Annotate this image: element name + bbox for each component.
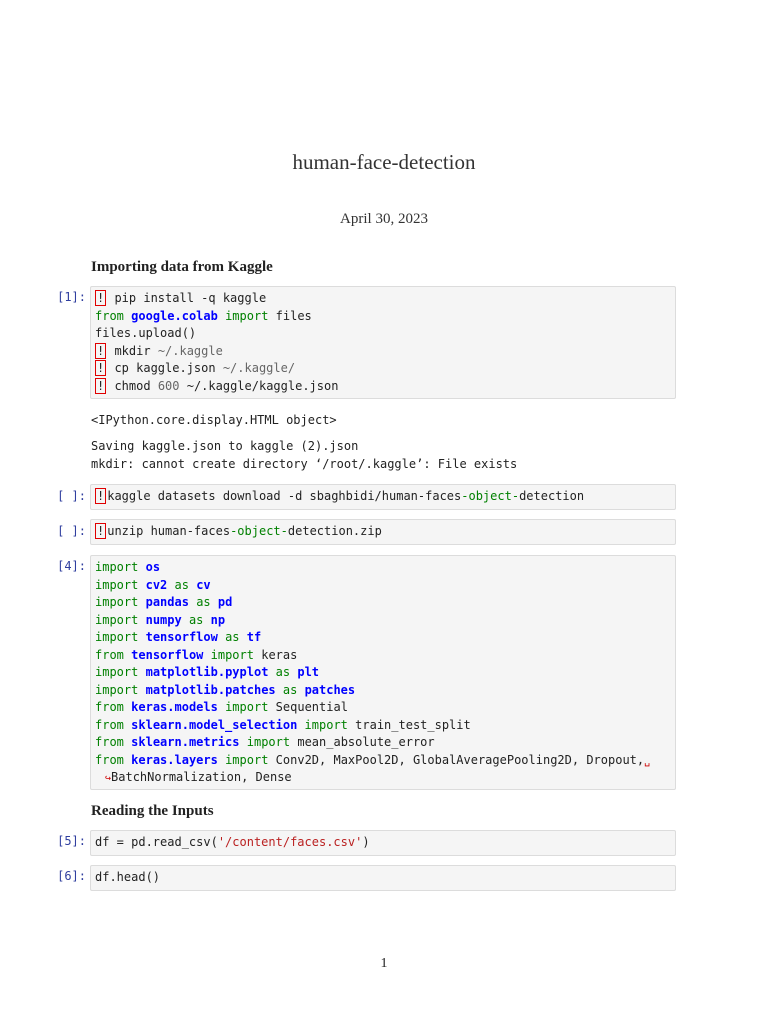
cell-4-prompt: [4]: [57,559,86,573]
code-cell-6[interactable] [90,865,676,891]
section-heading-importing: Importing data from Kaggle [91,259,273,275]
shell-bang: ! [97,361,105,375]
code-line: from keras.models import Sequential [95,700,348,714]
code-line: ! kaggle datasets download -d sbaghbidi/human-faces-object-detection [97,489,585,503]
code-line: ! chmod 600 ~/.kaggle/kaggle.json [97,378,339,393]
cell-5-prompt: [5]: [57,834,86,848]
code-line: df = pd.read_csv('/content/faces.csv') [95,835,370,849]
code-line: import pandas as pd [95,595,233,609]
wrap-arrow-icon: ↪ [105,773,112,784]
shell-bang: ! [97,343,105,358]
wrap-marker-icon: ␣ [644,755,651,767]
code-line: ! unzip human-faces-object-detection.zip [97,524,382,538]
cell-1-prompt: [1]: [57,290,86,304]
code-line: import cv2 as cv [95,577,211,592]
cell-3-prompt: [ ]: [57,524,86,538]
cell-1-output-html: <IPython.core.display.HTML object> [91,413,337,427]
code-cell-5[interactable] [90,830,676,856]
code-line: import matplotlib.pyplot as plt [95,665,320,679]
page-number: 1 [380,956,388,971]
code-line: import os [95,560,161,574]
document-date: April 30, 2023 [340,211,428,227]
code-line: ! cp kaggle.json ~/.kaggle/ [97,361,296,375]
code-line: df.head() [95,870,161,884]
code-cell-4[interactable] [90,555,676,790]
code-line: import matplotlib.patches as patches [95,682,356,697]
code-line: from sklearn.model_selection import train_test_split [95,717,471,732]
code-line: from tensorflow import keras [95,647,298,662]
code-line: from google.colab import files [95,308,312,323]
cell-2-prompt: [ ]: [57,489,86,503]
document-title: human-face-detection [292,150,476,174]
code-cell-1[interactable] [90,286,676,399]
code-line: import tensorflow as tf [95,630,262,644]
shell-bang: ! [97,524,105,538]
code-line: ! pip install -q kaggle [97,291,267,305]
cell-1-output-stream: Saving kaggle.json to kaggle (2).json mkdir: cannot create directory ‘/root/.kaggle’: File exists [91,439,518,471]
shell-bang: ! [97,378,105,393]
code-line: files.upload() [95,326,197,340]
code-line: ! mkdir ~/.kaggle [97,343,223,358]
code-cell-3[interactable] [90,519,676,545]
shell-bang: ! [97,291,105,305]
cell-6-prompt: [6]: [57,869,86,883]
code-line-continuation: ↪BatchNormalization, Dense [105,770,292,784]
code-line: from sklearn.metrics import mean_absolute_error [95,735,435,749]
shell-bang: ! [97,489,105,503]
code-line: from keras.layers import Conv2D, MaxPool2D, GlobalAveragePooling2D, Dropout,␣ [95,752,651,767]
section-heading-reading: Reading the Inputs [91,803,214,819]
code-cell-2[interactable] [90,484,676,510]
code-line: import numpy as np [95,612,226,627]
